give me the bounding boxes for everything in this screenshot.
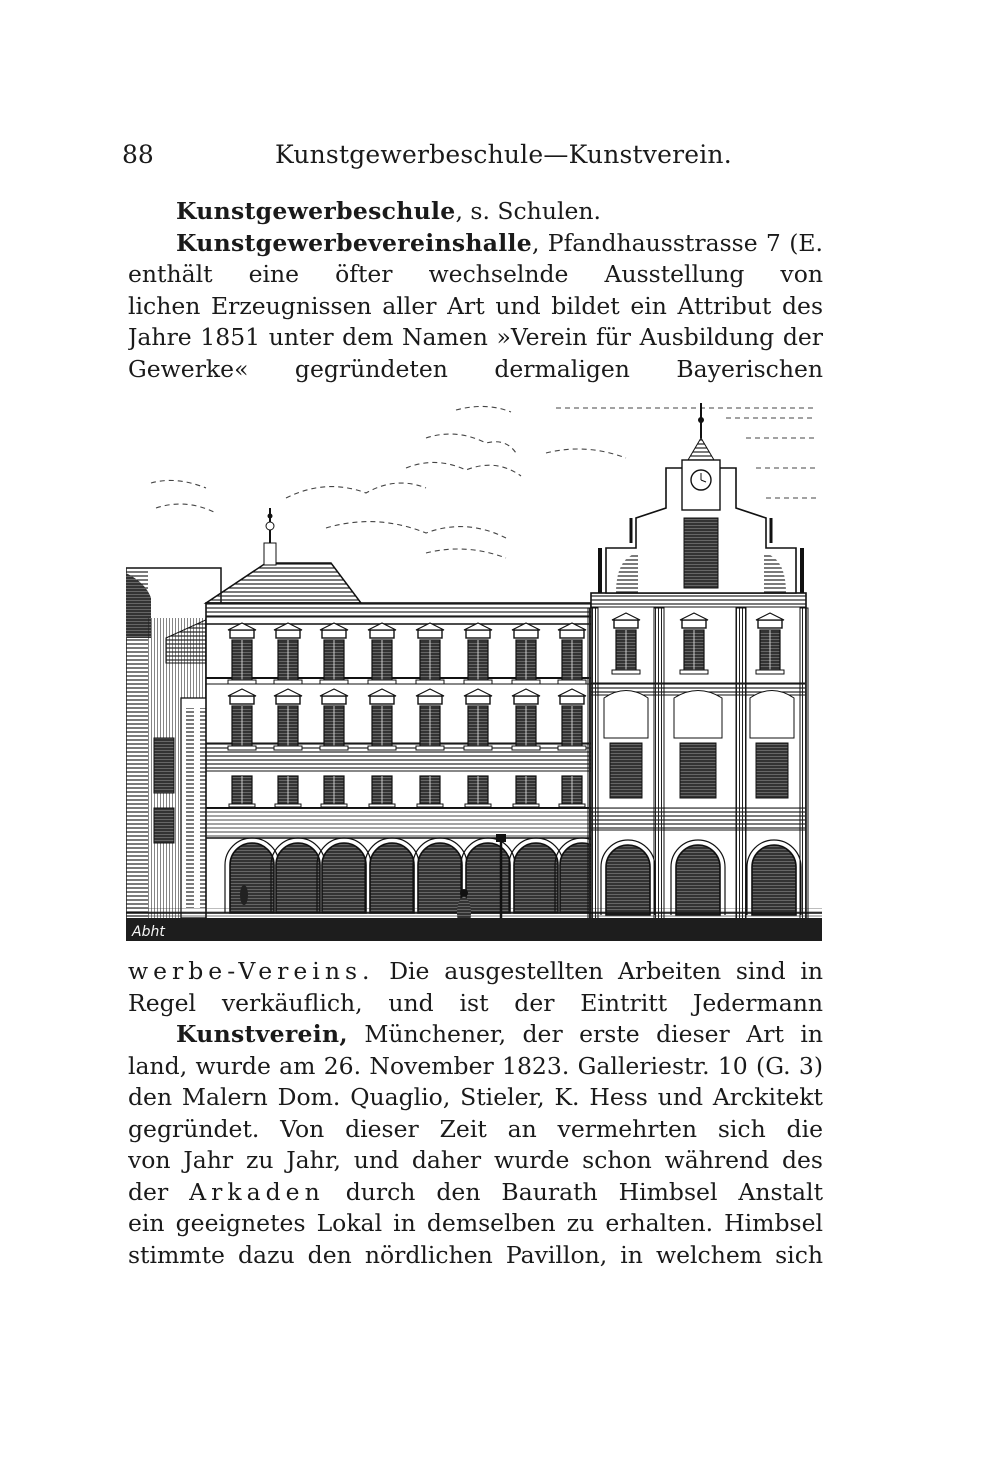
- text-line: enthält eine öfter wechselnde Ausstellung von: [128, 260, 823, 288]
- text-line: [128, 956, 823, 988]
- gabled-tower: [588, 403, 808, 923]
- text-segment: Gewerke« gegründeten dermaligen Bayerischen: [128, 354, 823, 383]
- entry-text: , s. Schulen.: [455, 197, 601, 225]
- entry-kunstgewerbevereinshalle: [128, 228, 823, 260]
- text-line: Jahre 1851 unter dem Namen »Verein für Ausbildung der: [128, 323, 823, 351]
- text-block-bottom: [128, 956, 823, 1271]
- text-line: lichen Erzeugnissen aller Art und bildet ein Attribut des: [128, 291, 823, 320]
- page-number: 88: [122, 140, 154, 169]
- text-line: [128, 354, 823, 386]
- entry-text: , Pfandhausstrasse 7 (E.: [532, 228, 823, 257]
- entry-kunstverein: [128, 1019, 823, 1051]
- entry-head: Kunstgewerbeschule: [176, 197, 456, 225]
- text-segment: Die ausgestellten Arbeiten sind in: [389, 957, 823, 985]
- text-line: ein geeignetes Lokal in demselben zu erhalten. Himbsel: [128, 1209, 823, 1237]
- main-facade: [206, 603, 609, 923]
- building-engraving: [126, 398, 822, 941]
- text-line: [128, 1177, 823, 1209]
- text-line: land, wurde am 26. November 1823. Galleriestr. 10 (G. 3): [128, 1051, 823, 1080]
- building-illustration: [126, 398, 822, 941]
- text-line: Regel verkäuflich, und ist der Eintritt Jedermann: [128, 988, 823, 1017]
- roof-pavilion-left: [206, 508, 361, 603]
- text-line: stimmte dazu den nördlichen Pavillon, in welchem sich: [128, 1240, 823, 1269]
- running-head: Kunstgewerbeschule—Kunstverein.: [275, 140, 732, 169]
- spaced-text: Arkaden: [189, 1177, 325, 1206]
- text-segment: der: [128, 1177, 190, 1206]
- entry-head: Kunstverein,: [176, 1020, 348, 1048]
- text-block-top: [128, 196, 823, 385]
- spaced-text: werbe-Vereins.: [128, 957, 375, 985]
- text-line: den Malern Dom. Quaglio, Stieler, K. Hess und Arckitekt: [128, 1083, 823, 1111]
- entry-kunstgewerbeschule: [128, 196, 823, 228]
- text-line: von Jahr zu Jahr, und daher wurde schon während des: [128, 1146, 823, 1174]
- entry-text: Münchener, der erste dieser Art in: [364, 1020, 823, 1048]
- text-segment: durch den Baurath Himbsel Anstalt: [345, 1177, 823, 1206]
- entry-head: Kunstgewerbevereinshalle: [176, 228, 532, 257]
- text-line: gegründet. Von dieser Zeit an vermehrten sich die: [128, 1114, 823, 1143]
- engraver-signature: Abht: [132, 924, 165, 940]
